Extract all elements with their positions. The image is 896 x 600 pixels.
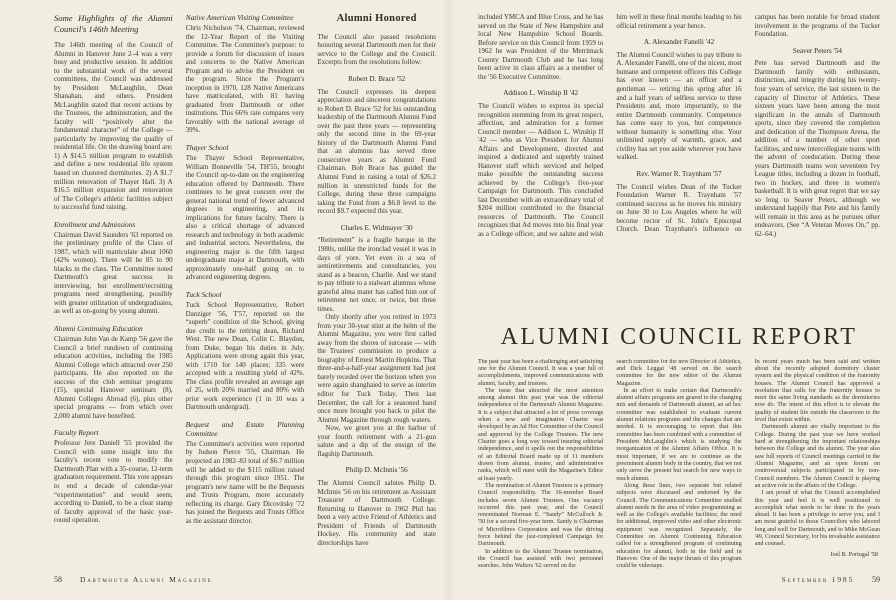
paragraph: The Alumni Council wishes to pay tribute to A. Alexander Fanelli, one of the nicest, most humane and competent officers this College has ever known — an officer and a gentleman — retiring this spring after 16 and a half years of selfless service to three Presidents and, more importantly, to the entire Dartmouth community. Competence has come easy to you, but competence without humanity is something else. Your unlimited supply of warmth, grace, and civility has set you aside wherever you have walked. <box>616 50 742 162</box>
honoree-name: A. Alexander Fanelli '42 <box>643 38 715 47</box>
report-title: ALUMNI COUNCIL REPORT <box>500 324 858 350</box>
paragraph-continuation: search committee for the new Director of Athletics, and Dick Leggat '48 served on the search committee for the new editor of the Alumni Magazine. <box>616 358 742 387</box>
section-heading: Native American Visiting Committee <box>185 13 294 22</box>
left-page-columns <box>54 13 436 561</box>
signature: Joel B. Portugal '58 <box>830 551 878 558</box>
honoree-name: Philip D. McInnis '56 <box>345 466 408 475</box>
section-heading: Alumni Continuing Education <box>54 323 143 333</box>
paragraph: The nomination of Alumni Trustees is a primary Council responsibility. The 16-member Board includes seven Alumni Trustees. One vacancy occurred this past year, and the Council renominated Norman E. “Sandy” McCulloch Jr. '50 for a second five-year term. Sandy is Chairman of Microfibres Corporation and was the driving force behind the just-completed Campaign for Dartmouth. <box>478 482 604 548</box>
paragraph: The Council wishes to express its special recognition stemming from its great respect, affection, and admiration for a former Council member — Addison L. Winship II '42 — who as Vice President for Alumni Affairs and Development, directed and inspired a dedicated and superbly trained Hanover staff which serviced and helped make possible the outstanding success achieved by the College's five-year Campaign for Dartmouth. This concluded last December with an extraordinary total of $204 million contributed to the financial resources of Dartmouth. The Council recognizes that Ad moves into his final year as a College officer, and we salute and wish him well in these final months leading to his official retirement a year hence. <box>478 13 742 238</box>
paragraph: Along these lines, two separate but related subjects were discussed and endorsed by the Council. The Communications Committee studied alumni needs in the area of video programming as well as the College's available facilities; the need for additional, improved video and other electronic equipment was recognized. Separately, the Committee on Alumni Continuing Education called for a strengthened program of continuing education for alumni, both in the field and in Hanover. One of the major thrusts of this program could be videotape. <box>616 482 742 570</box>
column-committee-reports <box>186 13 305 561</box>
section-heading: Tuck School <box>185 289 222 299</box>
report-column-3 <box>755 359 880 573</box>
column-council-highlights <box>54 13 173 561</box>
left-page-folio <box>54 569 212 587</box>
paragraph: Tuck School Representative, Robert Danziger '56, T'57, reported on the “superb” condition of the School, giving due credit to the retiring dean, Richard West. The new Dean, Colin C. Blaydon, from Duke, began his duties in July. Applications were strong again this year, with 1710 for 140 places; 335 were accepted with a resulting yield of 42%. The class profile revealed an average age of 25, with 20% married and 80% with prior work experience (1 in 10 was a Dartmouth undergrad). <box>185 300 305 412</box>
paragraph: The 146th meeting of the Council of Alumni in Hanover June 2–4 was a very busy and productive session. In addition to the substantial work of the several committees, the Council was addressed by President McLaughlin, Dean Shanahan, and others. President McLaughlin stated that recent actions by the Trustees, the administration, and the faculty will “positively alter the fundamental character” of the College — particularly by improving the quality of residential life. On the drawing board are: 1) A $14.5 million program to establish and define a new residential life system based on clustered dormitories. 2) A $1.7 million renovation of Thayer Hall. 3) A $16.5 million expansion and renovation of The College's athletic facilities subject to successful fund raising. <box>54 41 173 212</box>
paragraph: Chairman David Saunders '63 reported on the preliminary profile of the Class of 1987, which will matriculate about 1060 (42% women). There will be 85 to 90 blacks in the class. The Committee noted Dartmouth's great success in interviewing, but enrollment/recruiting programs need strengthening, possibly with greater utilization of undergraduates, as well as on-going by young alumni. <box>54 230 173 316</box>
paragraph: I am proud of what the Council accomplished this year and feel it is well positioned to accomplish what needs to be done in the years ahead. It has been a privilege to serve you, and I am most grateful to those Councilors who labored long and well for Dartmouth, and to Mike McGean '49, Council Secretary, for his invaluable assistance and counsel. <box>754 490 880 548</box>
paragraph: Chairman John Van de Kamp '56 gave the Council a brief rundown of continuing education activities, including the 1985 Alumni College which attracted over 250 participants. He also reported on the success of the club seminar programs (15), special Hanover seminars (8), Alumni Colleges Abroad (6), plus other special programs — from which over 2,000 alumni have benefited. <box>54 335 173 420</box>
section-heading: Faculty Report <box>54 428 99 438</box>
report-column-1 <box>478 359 603 573</box>
report-columns <box>478 359 880 573</box>
page-number-right: 59 <box>872 575 880 584</box>
paragraph: The Council also passed resolutions honoring several Dartmouth men for their service to the College and the Council. Excerpts from the resolutions follow: <box>317 32 437 67</box>
section-heading: Enrollment and Admissions <box>54 219 136 229</box>
paragraph: The past year has been a challenging and satisfying one for the Alumni Council. It was a year full of accomplishments, improved communications with alumni, faculty, and trustees. <box>478 358 604 387</box>
alumni-honored-continued <box>478 13 880 315</box>
honoree-name: Addison L. Winship II '42 <box>503 89 579 98</box>
paragraph: The Council wishes Dean of the Tucker Foundation Warner R. Traynham '57 continued success as he moves his ministry on June 30 to Los Angeles where he will become rector of St. John's Episcopal Church. Dean Traynham's influence on campus has been notable for broad student involvement in the programs of the Tucker Foundation. <box>616 13 880 234</box>
paragraph: The Thayer School Representative, William Bonneville '54, TH'55, brought the Council up-to-date on the engineering education offered by Dartmouth. There continues to be great concern over the general national trend of fewer advanced degrees in engineering, and its implications for future faculty. There is also a critical shortage of advanced research and technology in both academic and industrial sectors. Nevertheless, the engineering major is the fifth largest undergraduate major at Dartmouth, with approximately one-half going on to advanced engineering degrees. <box>185 153 305 282</box>
paragraph: In recent years much has been said and written about the recently adopted dormitory cluster system and the physical condition of the fraternity houses. The Alumni Council has approved a resolution that calls for the fraternity houses to meet the same living standards as the dormitories now do. The intent of this effort is to elevate the quality of student life outside the classroom to the level that exists within. <box>754 358 880 424</box>
right-page-folio <box>782 569 880 587</box>
paragraph: Professor Jere Daniell '55 provided the Council with some insight into the faculty's recent vote to modify the Dartmouth Plan with a 35-course, 12-term graduation requirement. This vote appears to end a decade of calendar-year “experimentation” and would seem, according to Daniell, to be a clear stamp of faculty approval of the basic year-round operation. <box>54 439 173 525</box>
magazine-title: Dartmouth Alumni Magazine <box>80 575 213 584</box>
honoree-name: Rev. Warner R. Traynham '57 <box>636 169 722 178</box>
paragraph: Chris Nicholson '74, Chairman, reviewed the 12-Year Report of the Visiting Committee. The Committee's purpose: to provide a forum for discussion of issues and concerns to the Native American Program and to advise the President on the program. Since the Program's inception in 1970, 128 Native Americans have matriculated, with 81 having graduated from Dartmouth or other institutions. This 66% rate compares very favorably with the national average of 39%. <box>185 24 305 135</box>
report-column-2 <box>616 359 741 573</box>
paragraph: The Committee's activities were reported by Judson Pierce '55, Chairman. He projected an 1982–83 total of $6.7 million will be added to the $115 million raised through this program since 1951. The program's new name will be the Bequests and Trusts Program, more accurately reflecting its charge. Gary Dicovitsky '72 has joined the Bequests and Trusts Office as the assistant director. <box>185 439 305 525</box>
paragraph: Only shortly after you retired in 1973 from your 30-year stint at the helm of the Alumni Magazine, you were first called away from the shores of surcease — with the Trustees' commission to produce a biography of Ernest Martin Hopkins. That three-and-a-half-year assignment had just barely receded over the horizon when you were again shanghaied to serve as interim editor for Tuck Today. Then last December, the call for a seasoned hand once more brought you back to pilot the Alumni Magazine through rough waters. <box>317 313 437 424</box>
section-heading: Bequest and Estate Planning Committee <box>185 419 305 438</box>
honoree-name: Seaver Peters '54 <box>792 46 842 55</box>
right-page <box>448 0 896 600</box>
section-title: Some Highlights of the Alumni Council's 146th Meeting <box>54 13 173 34</box>
paragraph: “Retirement” is a fragile barque in the 1980s, unlike the ironclad vessel it was in days of yore. Yet even in a sea of semiretirements and consultancies, you stand as a beacon, Charlie. And we stand to pay tribute to a stalwart alumnus whose grateful alma mater has called him out of retirement not once, or twice, but three times. <box>317 236 437 313</box>
paragraph: In addition to the Alumni Trustee nomination, the Council has assisted with two personnel searches. John Walters '62 served on the <box>478 548 604 570</box>
paragraph: In an effort to make certain that Dartmouth's alumni affairs programs are geared to the changing mix and demands of Dartmouth alumni, an ad hoc committee was established to evaluate current alumni relations programs and the changes that are needed. It is encouraging to report that this committee has been combined with a committee of President McLaughlin's which is studying the reorganization of the Alumni Affairs Office. It is most important, if we are to continue as the preeminent alumni body in the country, that we not only serve the present but search for new ways to reach alumni. <box>616 387 742 482</box>
paragraph: Dartmouth alumni are vitally important to the College. During the past year we have worked hard at strengthening the important relationships between the College and its alumni. The year also saw full reports of Council meetings carried in the Alumni Magazine, and an open forum on controversial subjects participated in by non-Council members. The Alumni Council is playing an active role in the affairs of the College. <box>754 424 880 489</box>
paragraph: The Alumni Council salutes Philip D. McInnis '56 on his retirement as Assistant Treasurer of Dartmouth College. Returning to Hanover in 1962 Phil has been a very active Friend of Athletics and President of Friends of Dartmouth Hockey. His community and state directorships have <box>317 479 437 547</box>
issue-date: September 1985 <box>781 575 854 584</box>
honoree-name: Charles E. Widmayer '30 <box>340 223 413 232</box>
paragraph-continuation: included YMCA and Blue Cross, and he has served on the State of New Hampshire and local New Hampshire School Boards. Before service on this Council from 1959 to 1962 he was President of the Merrimack County Dartmouth Club and he has long been active in class affairs as a member of the '56 Executive Committee. <box>478 13 604 81</box>
honoree-name: Robert D. Brace '52 <box>348 74 406 83</box>
paragraph: The Council expresses its deepest appreciation and sincerest congratulations to Robert D. Brace '52 for his outstanding leadership of the Dartmouth Alumni Fund over the past three years — representing only the second time in the 69-year history of the Dartmouth Alumni Fund that an alumnus has served three consecutive years as Alumni Fund Chairman. Bob Brace has guided the Alumni Fund in raising a total of $26.2 million in unrestricted funds for the College, during these three campaigns taking the Fund from a $6.8 level to the record $9.7 expected this year. <box>317 87 437 216</box>
column-alumni-honored <box>317 13 436 561</box>
paragraph: Now, we greet you at the harbor of your fourth retirement with a 21-gun salute and a dip of the ensign of the flagship Dartmouth. <box>317 424 437 458</box>
article-title: Alumni Honored <box>336 13 417 24</box>
section-heading: Thayer School <box>185 142 229 152</box>
page-number-left: 58 <box>54 575 62 584</box>
paragraph: Pete has served Dartmouth and the Dartmouth family with enthusiasm, distinction, and integrity during his twenty-four years of service, the last sixteen in the capacity of Director of Athletics. These sixteen years have been among the most significant in the annals of Dartmouth sports, since they covered the completion and dedication of the Thompson Arena, the addition of a number of other sport facilities, and new intercollegiate teams with the advent of coeducation. During these years Dartmouth teams won seventeen Ivy League titles, including a dozen in football, two in hockey, and three in women's basketball. It is with great regret that we say so long to Seaver Peters, although we understand happily that Pete and his family will remain in this area as he pursues other endeavors. (See “A Veteran Moves On,” pp. 62–64.) <box>754 59 880 238</box>
paragraph: The issue that attracted the most attention among alumni this past year was the editorial independence of the Dartmouth Alumni Magazine. It is a subject that attracted a lot of press coverage when a new and imaginative Charter was developed by an Ad Hoc Committee of the Council and approved by the College Trustees. The new Charter goes a long way toward insuring editorial independence, and it spells out the responsibilities of an Editorial Board made up of 11 members drawn from alumni, trustee, and administrative ranks, which will meet with the Magazine's Editor at least yearly. <box>478 387 604 482</box>
